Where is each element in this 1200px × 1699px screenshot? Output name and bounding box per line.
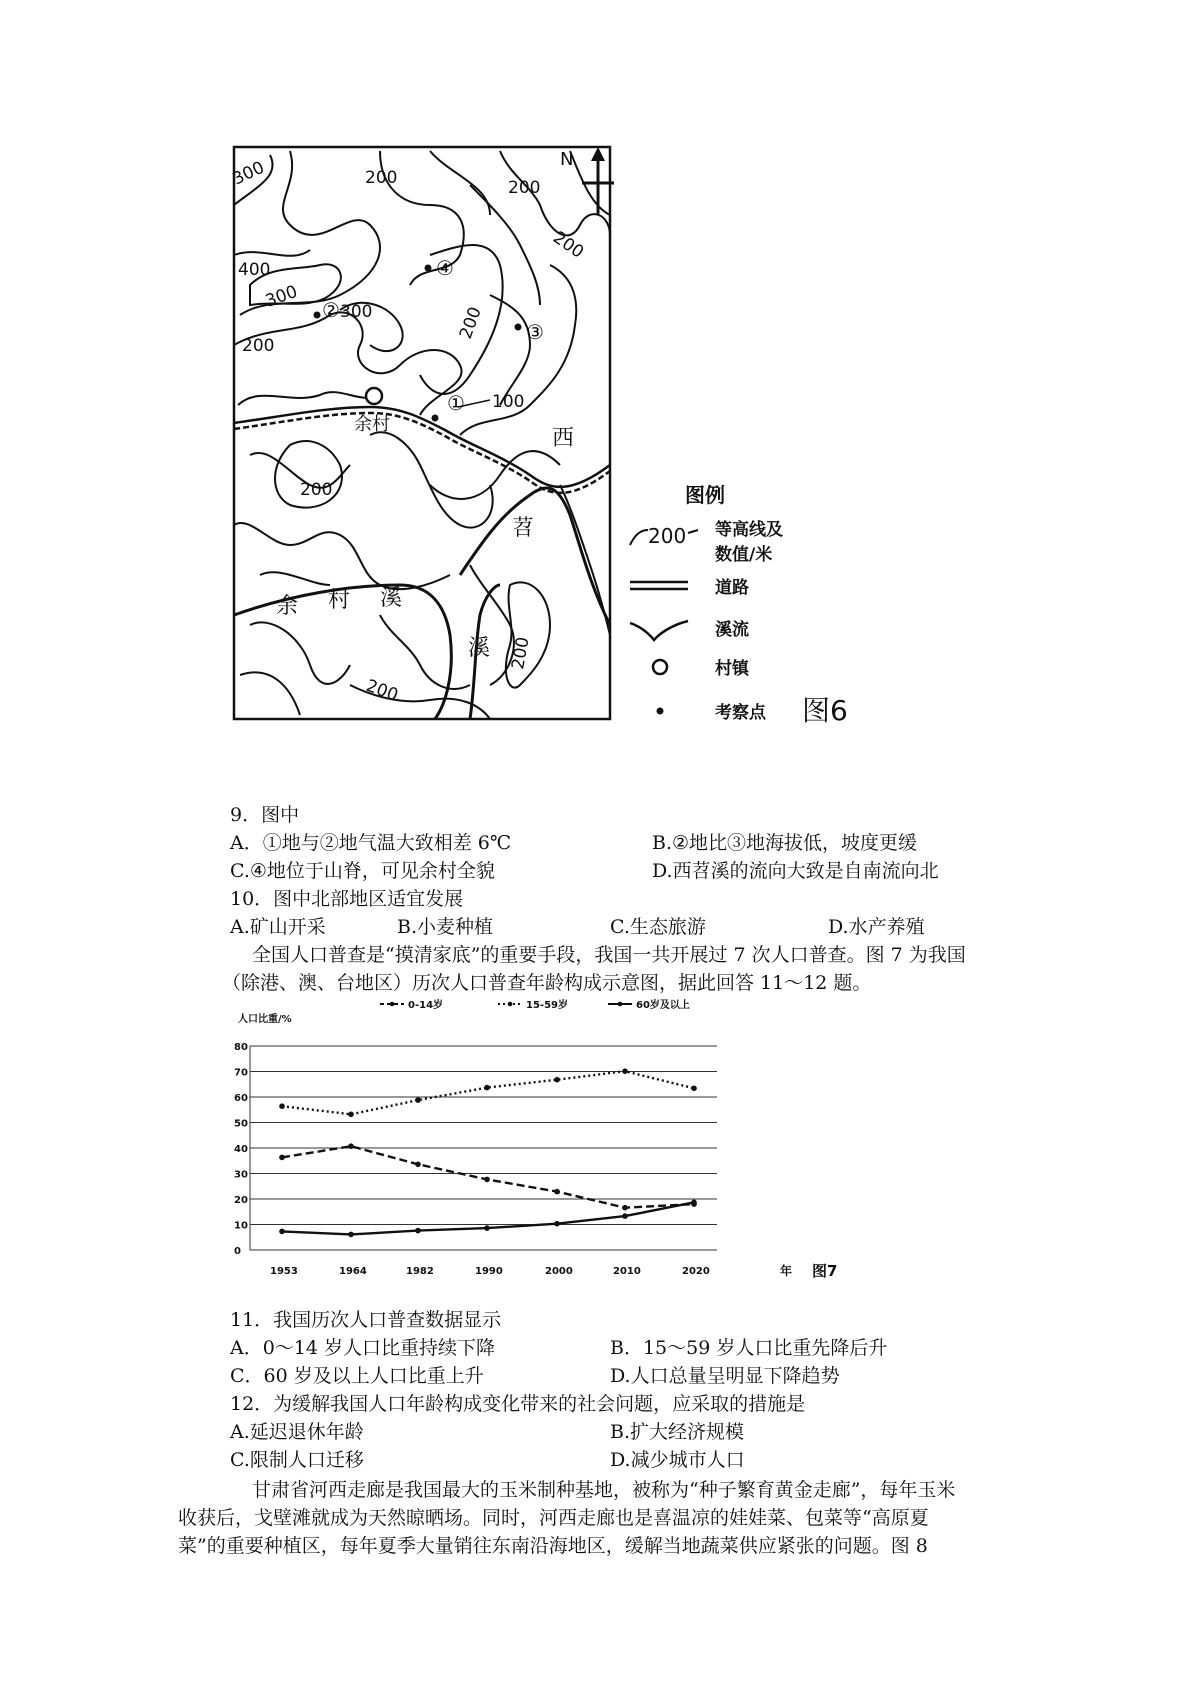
question-12-option-a: A.延迟退休年龄 <box>230 1421 364 1443</box>
chart-point <box>691 1086 697 1092</box>
chart-point <box>691 1200 697 1206</box>
point-3-label: ③ <box>526 320 544 344</box>
chart-point <box>279 1103 285 1109</box>
chart-point <box>279 1155 285 1161</box>
question-10-option-b: B.小麦种植 <box>397 916 494 938</box>
chart-x-tick-label: 1990 <box>475 1266 503 1277</box>
chart-y-ticks <box>234 1042 248 1257</box>
village-yucun-marker <box>366 388 382 404</box>
chart-legend-marker <box>618 1002 623 1007</box>
north-label: N <box>560 149 574 170</box>
intro-11-12-line-2: （除港、澳、台地区）历次人口普查年龄构成示意图，据此回答 11～12 题。 <box>222 972 872 994</box>
question-9-option-d: D.西苕溪的流向大致是自南流向北 <box>652 860 939 882</box>
contour-label: 100 <box>492 392 525 412</box>
question-11-option-b: B．15～59 岁人口比重先降后升 <box>610 1337 888 1359</box>
contour-label: 200 <box>508 178 541 198</box>
chart-series <box>279 1068 697 1237</box>
contour-label: 400 <box>238 260 271 280</box>
stream-xitiaoxi-char: 西 <box>552 426 575 451</box>
point-4-label: ④ <box>436 256 454 280</box>
chart-x-ticks <box>270 1266 710 1277</box>
question-12-option-b: B.扩大经济规模 <box>610 1421 745 1443</box>
chart-point <box>279 1229 285 1235</box>
question-12-option-c: C.限制人口迁移 <box>230 1449 364 1471</box>
chart-legend-label: 60岁及以上 <box>636 1000 690 1011</box>
question-11-option-c: C．60 岁及以上人口比重上升 <box>230 1365 484 1387</box>
chart-point <box>622 1213 628 1219</box>
chart-point <box>415 1228 421 1234</box>
chart-x-tick-label: 2000 <box>545 1266 573 1277</box>
contour-label: 300 <box>262 281 301 312</box>
legend-contour-icon <box>630 530 648 545</box>
observation-points <box>314 265 525 422</box>
point-3-marker <box>515 324 522 331</box>
chart-y-tick-label: 0 <box>234 1246 241 1257</box>
chart-legend-marker <box>390 1002 395 1007</box>
chart-legend-marker <box>508 1002 513 1007</box>
contour-label: 200 <box>363 675 401 706</box>
chart-x-tick-label: 2010 <box>613 1266 641 1277</box>
question-9-option-a: A．①地与②地气温大致相差 6℃ <box>230 832 512 854</box>
chart-y-tick-label: 30 <box>234 1169 248 1181</box>
chart-x-tick-label: 1982 <box>406 1266 434 1277</box>
chart-point <box>554 1189 560 1195</box>
chart-legend <box>380 998 690 1011</box>
question-9-option-c: C.④地位于山脊，可见余村全貌 <box>230 860 495 882</box>
stream-yucunxi-char: 村 <box>328 588 351 613</box>
point-1-label: ① <box>447 391 465 415</box>
contour-label: 200 <box>508 635 534 671</box>
chart-point <box>348 1112 354 1118</box>
stream-xitiaoxi-char: 苕 <box>512 516 535 541</box>
chart-y-tick-label: 10 <box>234 1220 248 1232</box>
chart-point <box>484 1085 490 1091</box>
legend-point-icon <box>657 708 664 715</box>
contour-label: 200 <box>242 336 275 356</box>
chart-y-axis-label: 人口比重/% <box>238 1014 292 1025</box>
question-11-option-d: D.人口总量呈明显下降趋势 <box>610 1365 840 1387</box>
chart-point <box>554 1077 560 1083</box>
contour-label: 200 <box>549 227 588 263</box>
question-12-option-d: D.减少城市人口 <box>610 1449 745 1471</box>
question-10-option-d: D.水产养殖 <box>828 916 925 938</box>
legend-village-icon <box>653 660 667 674</box>
contour-label: 200 <box>365 168 398 188</box>
question-9-option-b: B.②地比③地海拔低，坡度更缓 <box>652 832 918 854</box>
legend-village-label: 村镇 <box>715 659 749 679</box>
chart-point <box>622 1068 628 1074</box>
point-1-marker <box>432 415 439 422</box>
question-12-stem: 12．为缓解我国人口年龄构成变化带来的社会问题，应采取的措施是 <box>230 1393 806 1415</box>
legend-road-label: 道路 <box>715 578 749 598</box>
contour-label: 200 <box>300 480 333 500</box>
topographic-map-figure <box>230 145 950 793</box>
point-4-marker <box>425 265 432 272</box>
legend-stream-label: 溪流 <box>715 620 749 640</box>
contour-label: 300 <box>340 302 373 322</box>
figure-6-label: 图6 <box>802 694 848 727</box>
point-2-label: ② <box>322 298 340 322</box>
contour-value-labels <box>230 158 587 706</box>
population-age-chart <box>230 992 870 1302</box>
intro-13-line-3: 菜”的重要种植区，每年夏季大量销往东南沿海地区，缓解当地蔬菜供应紧张的问题。图 8 <box>178 1535 928 1557</box>
intro-13-line-1: 甘肃省河西走廊是我国最大的玉米制种基地，被称为“种子繁育黄金走廊”，每年玉米 <box>252 1479 956 1501</box>
chart-point <box>415 1097 421 1103</box>
chart-y-tick-label: 60 <box>234 1093 248 1104</box>
chart-point <box>622 1205 628 1211</box>
chart-legend-label: 15-59岁 <box>526 1000 568 1011</box>
question-9-stem: 9．图中 <box>230 804 300 826</box>
chart-x-tick-label: 1953 <box>270 1266 298 1277</box>
chart-x-axis-label: 年 <box>780 1264 793 1278</box>
chart-legend-label: 0-14岁 <box>408 1000 444 1011</box>
village-yucun-label: 余村 <box>354 414 390 435</box>
chart-x-tick-label: 1964 <box>339 1266 367 1277</box>
legend-contour-label-2: 数值/米 <box>715 545 773 565</box>
intro-11-12-line-1: 全国人口普查是“摸清家底”的重要手段，我国一共开展过 7 次人口普查。图 7 为我国 <box>252 944 966 966</box>
question-11-option-a: A．0～14 岁人口比重持续下降 <box>230 1337 496 1359</box>
chart-point <box>348 1143 354 1149</box>
legend-title: 图例 <box>685 483 725 507</box>
contour-label: 300 <box>230 157 268 190</box>
stream-yucunxi-char: 余 <box>276 594 299 619</box>
chart-y-tick-label: 70 <box>234 1067 248 1079</box>
chart-gridlines <box>250 1046 717 1250</box>
question-10-option-c: C.生态旅游 <box>610 916 706 938</box>
chart-series-line-1 <box>282 1071 694 1114</box>
intro-13-line-2: 收获后，戈壁滩就成为天然晾晒场。同时，河西走廊也是喜温凉的娃娃菜、包菜等“高原夏 <box>178 1507 929 1529</box>
chart-y-tick-label: 40 <box>234 1144 248 1155</box>
contour-label: 200 <box>455 304 486 342</box>
chart-point <box>484 1177 490 1183</box>
chart-point <box>554 1221 560 1227</box>
point-2-marker <box>314 312 321 319</box>
stream-xitiaoxi-char: 溪 <box>468 636 491 661</box>
chart-y-tick-label: 20 <box>234 1195 248 1206</box>
chart-y-tick-label: 50 <box>234 1118 248 1130</box>
question-11-stem: 11．我国历次人口普查数据显示 <box>230 1309 502 1331</box>
legend-contour-sample: 200 <box>648 524 687 548</box>
figure-7-label: 图7 <box>812 1262 838 1280</box>
question-10-stem: 10．图中北部地区适宜发展 <box>230 888 464 910</box>
chart-point <box>484 1225 490 1231</box>
chart-point <box>415 1162 421 1168</box>
legend-contour-label: 等高线及 <box>715 520 783 540</box>
legend-point-label: 考察点 <box>715 703 766 723</box>
stream-yucunxi-char: 溪 <box>380 586 403 611</box>
chart-point <box>348 1232 354 1238</box>
question-10-option-a: A.矿山开采 <box>230 916 326 938</box>
chart-y-tick-label: 80 <box>234 1042 248 1053</box>
chart-x-tick-label: 2020 <box>682 1266 710 1277</box>
legend-stream-icon <box>630 621 688 640</box>
